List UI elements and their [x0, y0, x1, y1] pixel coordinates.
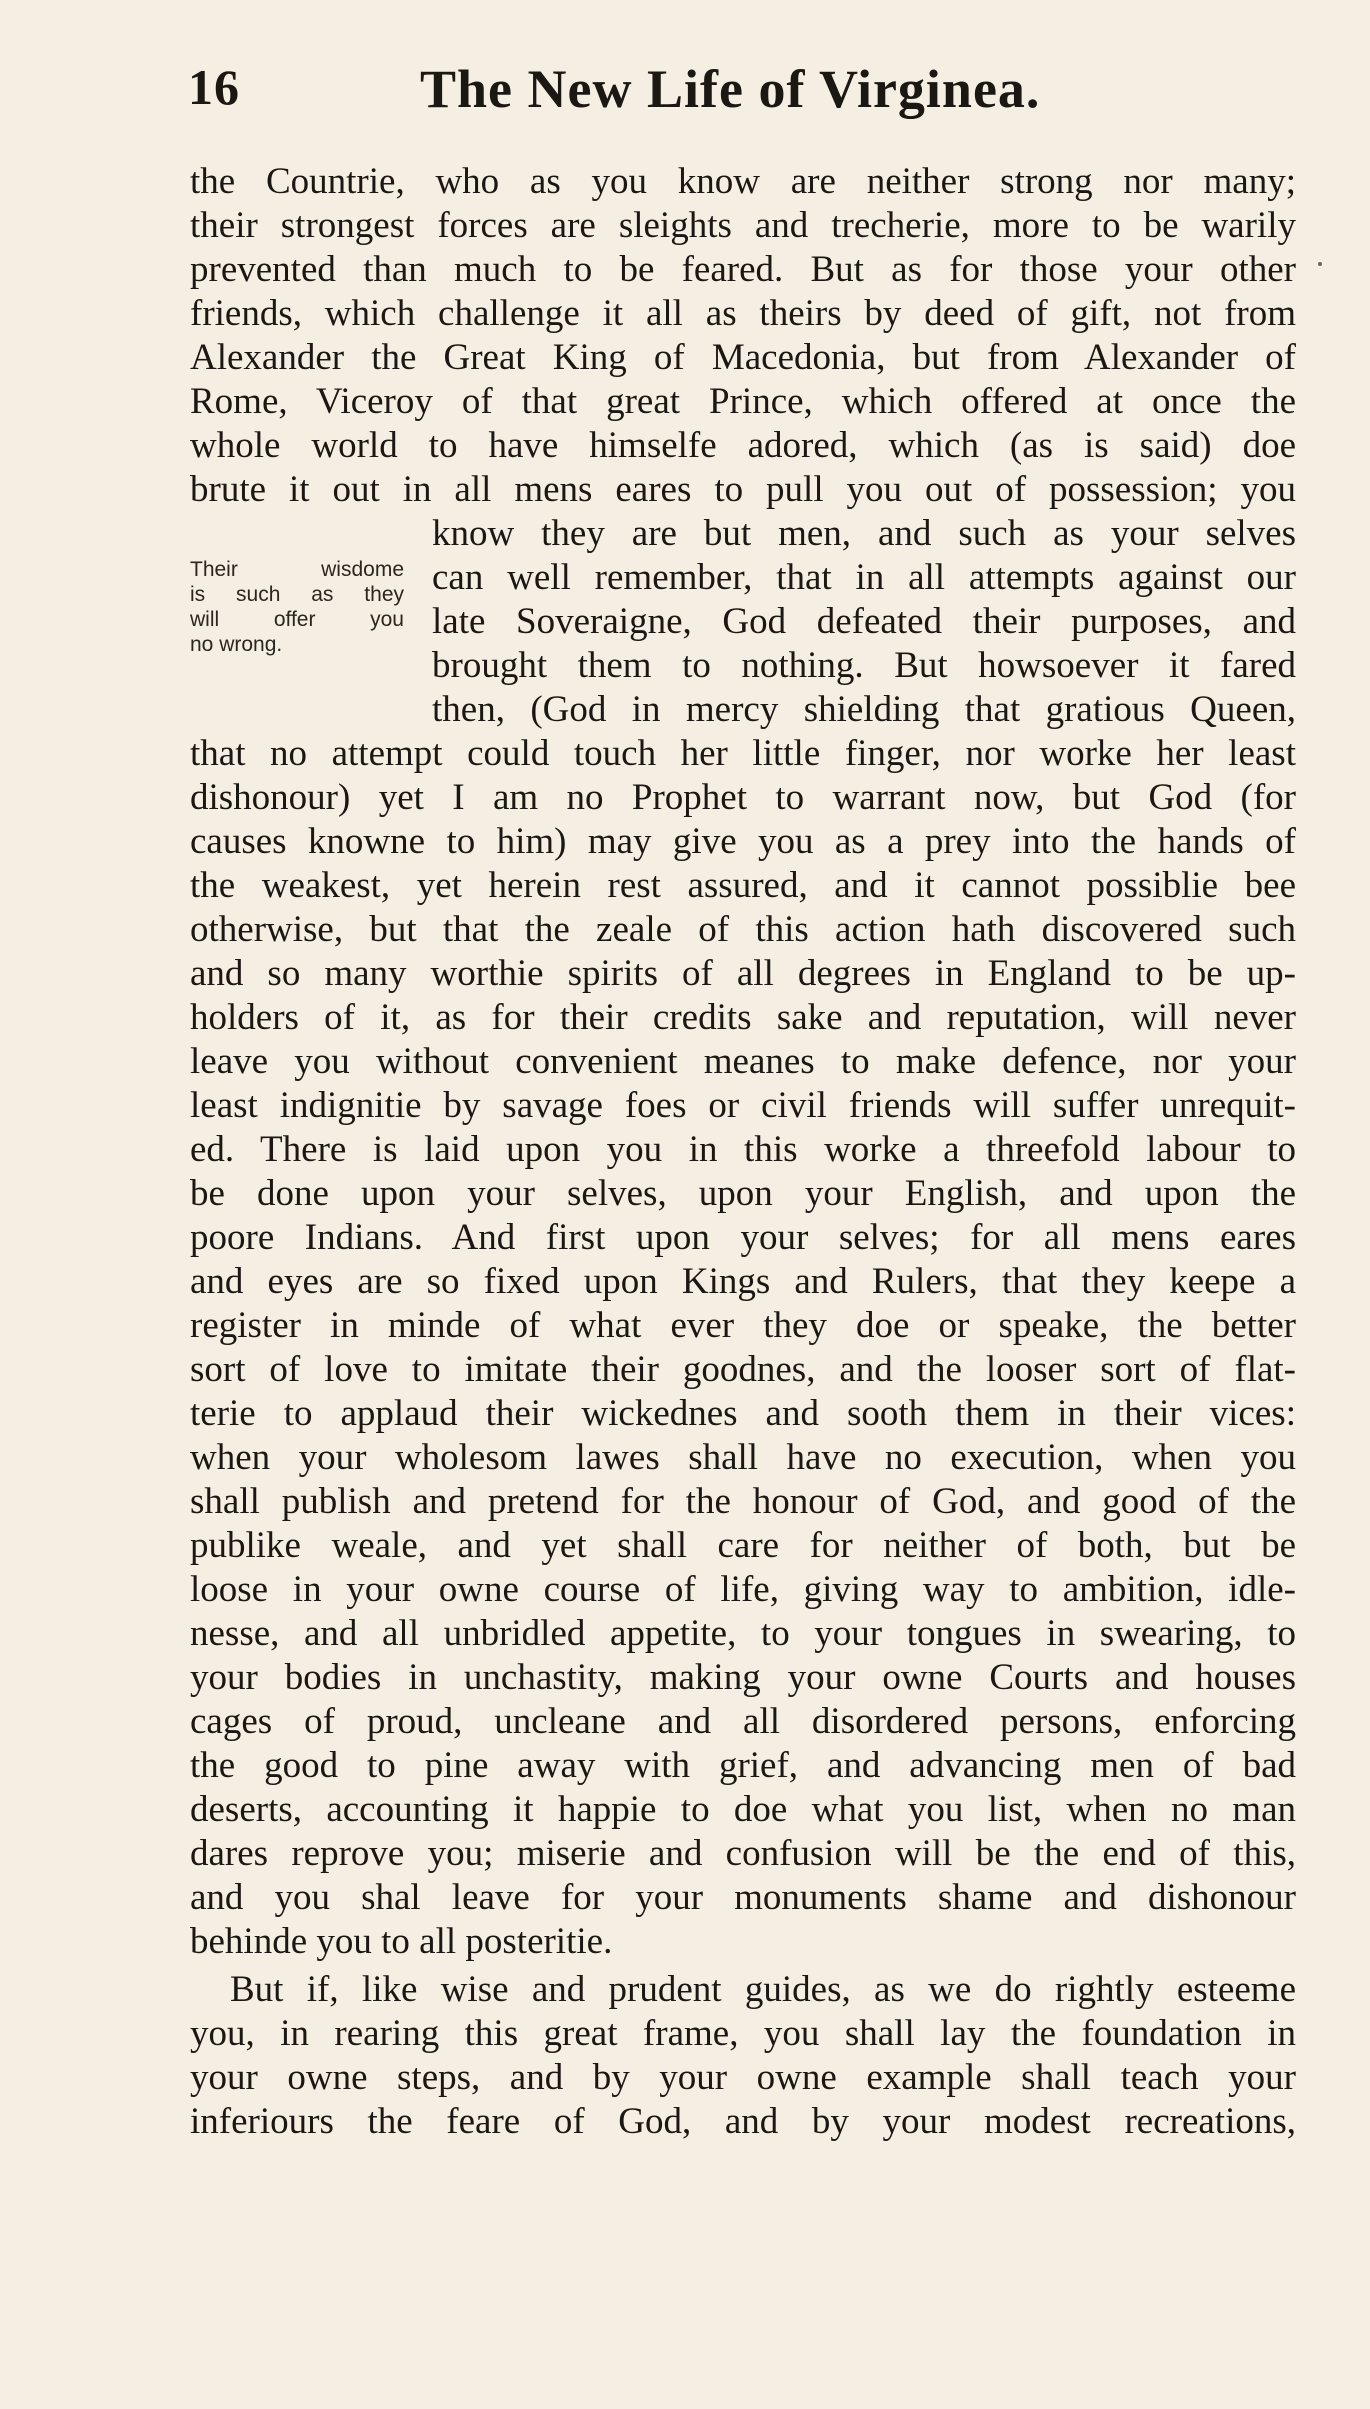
- text-line: terie to applaud their wickednes and sooth them in their vices:: [190, 1393, 1296, 1434]
- text-line: and so many worthie spirits of all degrees in England to be up-: [190, 953, 1296, 994]
- text-line: that no attempt could touch her little finger, nor worke her least: [190, 733, 1296, 774]
- text-line: your bodies in unchastity, making your owne Courts and houses: [190, 1657, 1296, 1698]
- marginal-note-line: is such as they: [190, 583, 404, 606]
- running-head: The New Life of Virginea.: [420, 59, 1041, 119]
- text-line: shall publish and pretend for the honour of God, and good of the: [190, 1481, 1296, 1522]
- text-line: you, in rearing this great frame, you shall lay the foundation in: [190, 2013, 1296, 2054]
- text-line: their strongest forces are sleights and trecherie, more to be warily: [190, 205, 1296, 246]
- text-line: the Countrie, who as you know are neither strong nor many;: [190, 161, 1296, 202]
- text-line: brute it out in all mens eares to pull you out of possession; you: [190, 469, 1296, 510]
- text-line: dares reprove you; miserie and confusion will be the end of this,: [190, 1833, 1296, 1874]
- text-line: loose in your owne course of life, giving way to ambition, idle-: [190, 1569, 1296, 1610]
- text-line: deserts, accounting it happie to doe what you list, when no man: [190, 1789, 1296, 1830]
- text-line: least indignitie by savage foes or civil friends will suffer unrequit-: [190, 1085, 1296, 1126]
- text-line: publike weale, and yet shall care for neither of both, but be: [190, 1525, 1296, 1566]
- text-line: be done upon your selves, upon your English, and upon the: [190, 1173, 1296, 1214]
- text-line: brought them to nothing. But howsoever it fared: [432, 645, 1296, 686]
- text-line: sort of love to imitate their goodnes, and the looser sort of flat-: [190, 1349, 1296, 1390]
- text-line: inferiours the feare of God, and by your modest recreations,: [190, 2101, 1296, 2142]
- text-line: late Soveraigne, God defeated their purposes, and: [432, 601, 1296, 642]
- text-line: when your wholesom lawes shall have no execution, when you: [190, 1437, 1296, 1478]
- text-line: the good to pine away with grief, and advancing men of bad: [190, 1745, 1296, 1786]
- text-line: Rome, Viceroy of that great Prince, which offered at once the: [190, 381, 1296, 422]
- marginal-note-line: Their wisdome: [190, 558, 404, 581]
- text-line: otherwise, but that the zeale of this action hath discovered such: [190, 909, 1296, 950]
- marginal-note-line: will offer you: [190, 608, 404, 631]
- text-line: leave you without convenient meanes to make defence, nor your: [190, 1041, 1296, 1082]
- page-number: 16: [188, 59, 240, 115]
- text-line: cages of proud, uncleane and all disordered persons, enforcing: [190, 1701, 1296, 1742]
- text-line: holders of it, as for their credits sake and reputation, will never: [190, 997, 1296, 1038]
- text-line: know they are but men, and such as your selves: [432, 513, 1296, 554]
- text-line: and you shal leave for your monuments shame and dishonour: [190, 1877, 1296, 1918]
- text-line: But if, like wise and prudent guides, as we do rightly esteeme: [230, 1969, 1296, 2010]
- text-line: friends, which challenge it all as theirs by deed of gift, not from: [190, 293, 1296, 334]
- text-line: poore Indians. And first upon your selves; for all mens eares: [190, 1217, 1296, 1258]
- text-line: the weakest, yet herein rest assured, and it cannot possiblie bee: [190, 865, 1296, 906]
- text-line: nesse, and all unbridled appetite, to your tongues in swearing, to: [190, 1613, 1296, 1654]
- text-line: can well remember, that in all attempts against our: [432, 557, 1296, 598]
- text-line: dishonour) yet I am no Prophet to warrant now, but God (for: [190, 777, 1296, 818]
- text-line: behinde you to all posteritie.: [190, 1921, 613, 1962]
- text-line: then, (God in mercy shielding that gratious Queen,: [432, 689, 1296, 730]
- margin-mark: [1318, 262, 1322, 266]
- text-line: causes knowne to him) may give you as a prey into the hands of: [190, 821, 1296, 862]
- text-line: register in minde of what ever they doe or speake, the better: [190, 1305, 1296, 1346]
- text-line: Alexander the Great King of Macedonia, but from Alexander of: [190, 337, 1296, 378]
- text-line: whole world to have himselfe adored, which (as is said) doe: [190, 425, 1296, 466]
- marginal-note-line: no wrong.: [190, 633, 283, 656]
- text-line: and eyes are so fixed upon Kings and Rulers, that they keepe a: [190, 1261, 1296, 1302]
- text-line: ed. There is laid upon you in this worke a threefold labour to: [190, 1129, 1296, 1170]
- marginal-note: [190, 558, 404, 658]
- text-line: your owne steps, and by your owne example shall teach your: [190, 2057, 1296, 2098]
- text-line: prevented than much to be feared. But as for those your other: [190, 249, 1296, 290]
